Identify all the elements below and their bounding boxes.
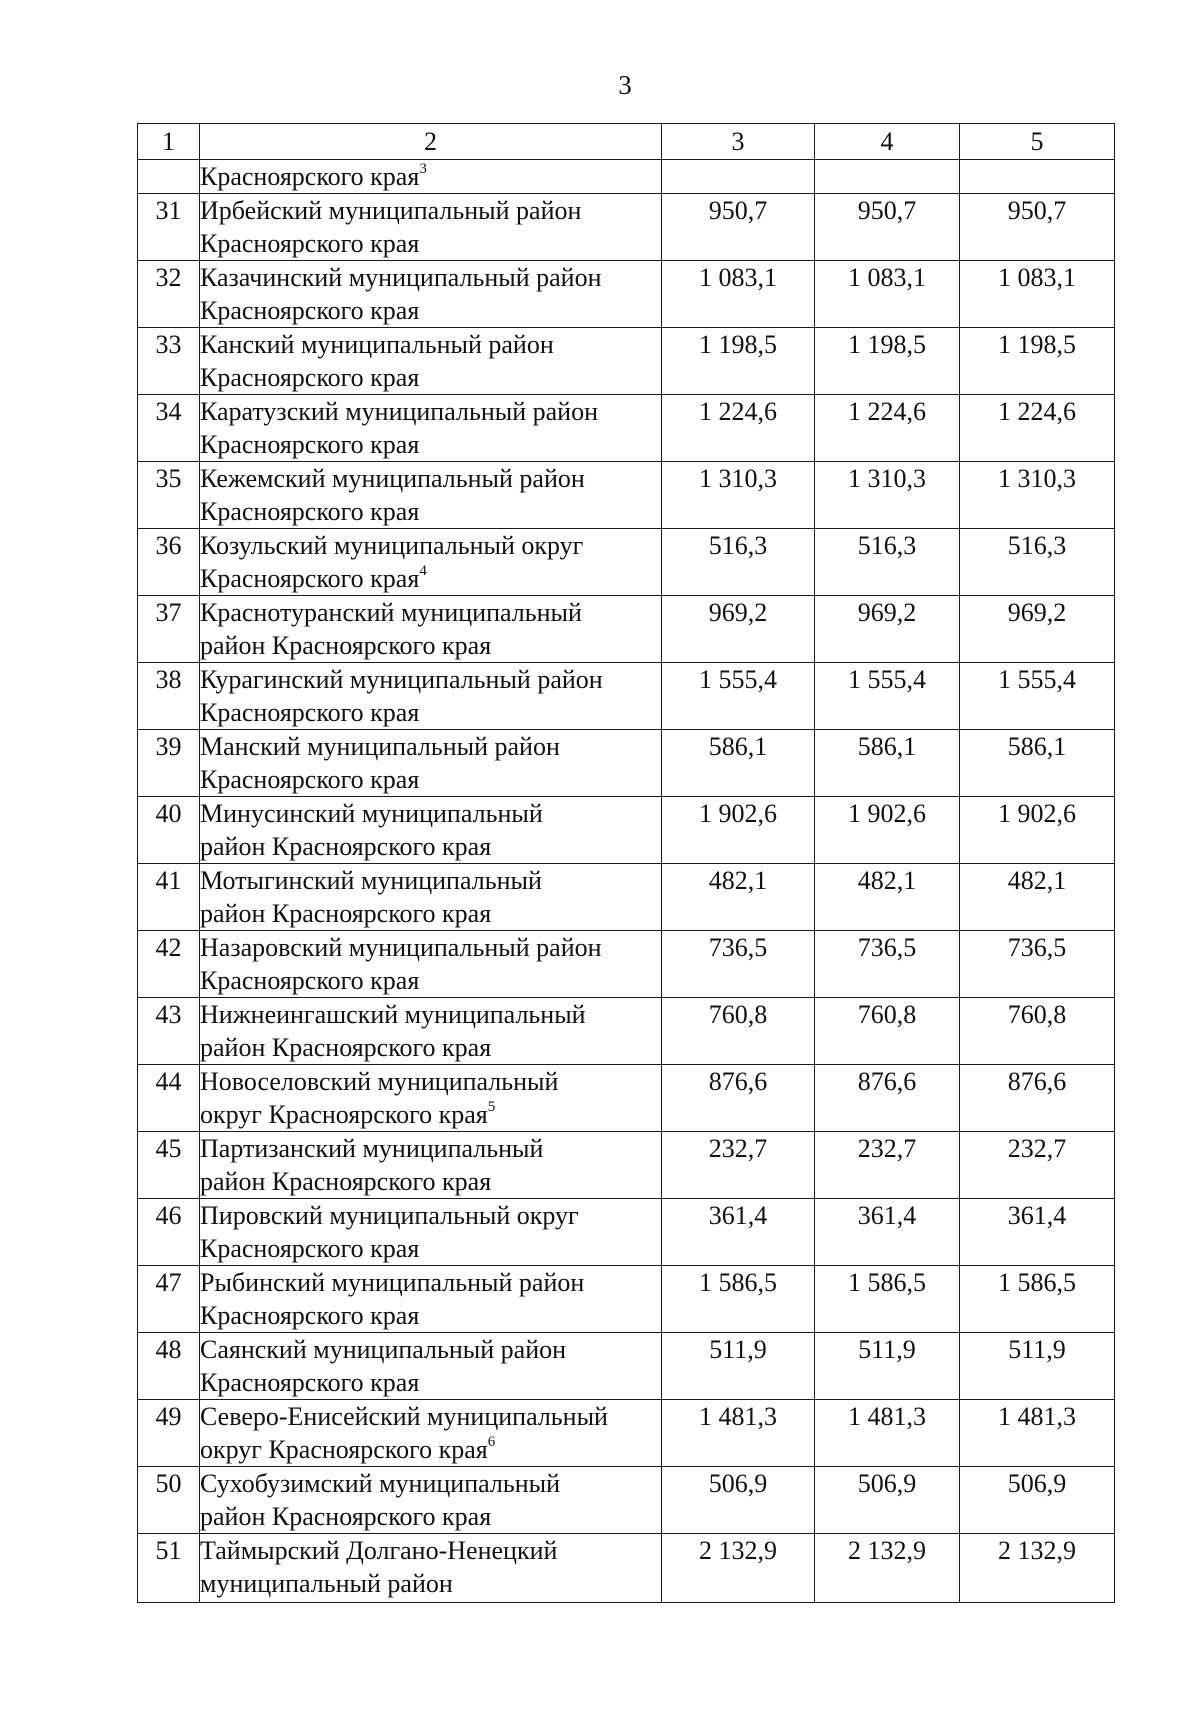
row-name-line-1: Краснотуранский муниципальный: [200, 598, 582, 627]
row-value-col5: 232,7: [960, 1132, 1115, 1199]
row-value-col4: 876,6: [815, 1065, 960, 1132]
page-number: 3: [618, 70, 632, 100]
row-value-col5: 516,3: [960, 529, 1115, 596]
row-number: 32: [138, 261, 200, 328]
row-name-line-1: Мотыгинский муниципальный: [200, 866, 542, 895]
table-row: [138, 1266, 1115, 1333]
row-number: 46: [138, 1199, 200, 1266]
header-cell-4: 4: [815, 124, 960, 160]
row-value-col5: 482,1: [960, 864, 1115, 931]
row-value-col4: 361,4: [815, 1199, 960, 1266]
row-name-line-1: Кежемский муниципальный район: [200, 464, 585, 493]
table-row: [138, 730, 1115, 797]
row-value-col5: 1 902,6: [960, 797, 1115, 864]
row-name-line-1: Саянский муниципальный район: [200, 1335, 567, 1364]
row-value-col4: 482,1: [815, 864, 960, 931]
table-row: [138, 596, 1115, 663]
row-number: 38: [138, 663, 200, 730]
footnote-mark: 3: [419, 161, 427, 177]
row-name-line-1: Казачинский муниципальный район: [200, 263, 602, 292]
row-name-cell: [200, 1400, 662, 1467]
row-value-col4: 1 310,3: [815, 462, 960, 529]
row-name-line-1: Новоселовский муниципальный: [200, 1067, 559, 1096]
row-name-line-1: Партизанский муниципальный: [200, 1134, 544, 1163]
row-name-cell: [200, 1132, 662, 1199]
row-value-col3: 876,6: [662, 1065, 815, 1132]
table-row: [138, 1467, 1115, 1534]
row-name-line-1: Курагинский муниципальный район: [200, 665, 603, 694]
table-row: [138, 1065, 1115, 1132]
row-value-col4: 516,3: [815, 529, 960, 596]
row-name-line-1: Рыбинский муниципальный район: [200, 1268, 585, 1297]
row-name-line-2: Красноярского края: [200, 229, 420, 258]
row-name-line-2: район Красноярского края: [200, 1167, 492, 1196]
row-value-col4: 1 198,5: [815, 328, 960, 395]
row-name-line-1: Каратузский муниципальный район: [200, 397, 598, 426]
row-name-line-2: Красноярского края: [200, 966, 420, 995]
row-name-line-2: Красноярского края: [200, 296, 420, 325]
data-table: [137, 123, 1115, 1603]
row-value-col4: 1 586,5: [815, 1266, 960, 1333]
row-name-line-2: Красноярского края: [200, 765, 420, 794]
row-name-line-1: Канский муниципальный район: [200, 330, 554, 359]
row-value-col3: 361,4: [662, 1199, 815, 1266]
table-row: [138, 194, 1115, 261]
row-value-col3: 1 481,3: [662, 1400, 815, 1467]
row-value-col3: 969,2: [662, 596, 815, 663]
row-value-col5: 969,2: [960, 596, 1115, 663]
row-value-col5: 586,1: [960, 730, 1115, 797]
row-value-col5: 506,9: [960, 1467, 1115, 1534]
table-row: [138, 529, 1115, 596]
row-value-col3: 950,7: [662, 194, 815, 261]
row-name-line-2: район Красноярского края: [200, 832, 492, 861]
row-name-cell: [200, 797, 662, 864]
row-number: 44: [138, 1065, 200, 1132]
row-name-cell: [200, 931, 662, 998]
row-value-col3: 511,9: [662, 1333, 815, 1400]
row-value-col3: 2 132,9: [662, 1534, 815, 1603]
table-row: [138, 1199, 1115, 1266]
footnote-mark: 5: [487, 1099, 496, 1115]
row-name-cell: [200, 1333, 662, 1400]
table-row: [138, 797, 1115, 864]
row-number: 41: [138, 864, 200, 931]
row-value-col4: 1 083,1: [815, 261, 960, 328]
row-name-line-2: Красноярского края: [200, 497, 420, 526]
row-value-col5: 1 310,3: [960, 462, 1115, 529]
row-value-col4: 760,8: [815, 998, 960, 1065]
continuation-name-cell: [200, 160, 662, 194]
row-name-line-1: Нижнеингашский муниципальный: [200, 1000, 586, 1029]
header-cell-2: 2: [200, 124, 662, 160]
row-value-col3: 1 902,6: [662, 797, 815, 864]
row-name-line-2: округ Красноярского края: [200, 1435, 488, 1464]
row-number: 37: [138, 596, 200, 663]
row-name-line-1: Назаровский муниципальный район: [200, 933, 602, 962]
table-row: [138, 931, 1115, 998]
row-name-line-1: Таймырский Долгано-Ненецкий: [200, 1536, 558, 1565]
row-name-line-2: район Красноярского края: [200, 631, 492, 660]
row-value-col4: 736,5: [815, 931, 960, 998]
continuation-val-cell: [815, 160, 960, 194]
row-value-col4: 1 224,6: [815, 395, 960, 462]
row-value-col3: 232,7: [662, 1132, 815, 1199]
table-header-row: [138, 124, 1115, 160]
row-name-line-2: Красноярского края: [200, 698, 420, 727]
row-name-cell: [200, 1467, 662, 1534]
table-row: [138, 462, 1115, 529]
row-name-cell: [200, 998, 662, 1065]
row-value-col5: 1 083,1: [960, 261, 1115, 328]
row-name-line-1: Минусинский муниципальный: [200, 799, 543, 828]
row-value-col5: 1 198,5: [960, 328, 1115, 395]
footnote-mark: 4: [419, 563, 427, 579]
row-name-line-1: Ирбейский муниципальный район: [200, 196, 582, 225]
row-value-col4: 586,1: [815, 730, 960, 797]
row-value-col3: 1 586,5: [662, 1266, 815, 1333]
row-name-line-2: муниципальный район: [200, 1569, 453, 1598]
row-value-col4: 950,7: [815, 194, 960, 261]
row-name-cell: [200, 261, 662, 328]
row-value-col3: 1 083,1: [662, 261, 815, 328]
row-value-col5: 950,7: [960, 194, 1115, 261]
row-name-cell: [200, 663, 662, 730]
row-name-line-1: Пировский муниципальный округ: [200, 1201, 579, 1230]
row-value-col5: 1 586,5: [960, 1266, 1115, 1333]
continuation-name: Красноярского края: [200, 162, 420, 191]
continuation-num-cell: [138, 160, 200, 194]
row-name-line-2: район Красноярского края: [200, 1502, 492, 1531]
row-name-line-2: Красноярского края: [200, 430, 420, 459]
row-value-col3: 1 555,4: [662, 663, 815, 730]
row-name-line-2: Красноярского края: [200, 1368, 420, 1397]
row-name-cell: [200, 1199, 662, 1266]
row-value-col4: 511,9: [815, 1333, 960, 1400]
row-value-col3: 506,9: [662, 1467, 815, 1534]
row-name-cell: [200, 864, 662, 931]
row-name-cell: [200, 1266, 662, 1333]
row-value-col3: 516,3: [662, 529, 815, 596]
row-name-line-2: округ Красноярского края: [200, 1100, 488, 1129]
table-row: [138, 663, 1115, 730]
row-name-line-1: Северо-Енисейский муниципальный: [200, 1402, 608, 1431]
row-number: 50: [138, 1467, 200, 1534]
row-value-col5: 2 132,9: [960, 1534, 1115, 1603]
header-cell-5: 5: [960, 124, 1115, 160]
row-number: 34: [138, 395, 200, 462]
row-number: 42: [138, 931, 200, 998]
row-value-col4: 1 902,6: [815, 797, 960, 864]
row-name-cell: [200, 462, 662, 529]
table-row: [138, 261, 1115, 328]
header-cell-1: 1: [138, 124, 200, 160]
row-value-col5: 361,4: [960, 1199, 1115, 1266]
row-number: 45: [138, 1132, 200, 1199]
row-number: 39: [138, 730, 200, 797]
row-value-col3: 1 310,3: [662, 462, 815, 529]
row-value-col5: 1 555,4: [960, 663, 1115, 730]
row-name-cell: [200, 1065, 662, 1132]
row-name-line-1: Сухобузимский муниципальный: [200, 1469, 561, 1498]
table-row: [138, 1400, 1115, 1467]
row-number: 49: [138, 1400, 200, 1467]
row-name-cell: [200, 529, 662, 596]
continuation-row: [138, 160, 1115, 194]
row-name-cell: [200, 1534, 662, 1603]
row-value-col5: 1 481,3: [960, 1400, 1115, 1467]
table-row: [138, 864, 1115, 931]
continuation-val-cell: [662, 160, 815, 194]
header-cell-3: 3: [662, 124, 815, 160]
row-value-col3: 760,8: [662, 998, 815, 1065]
row-value-col4: 506,9: [815, 1467, 960, 1534]
row-number: 48: [138, 1333, 200, 1400]
row-value-col3: 1 224,6: [662, 395, 815, 462]
row-number: 40: [138, 797, 200, 864]
row-value-col3: 736,5: [662, 931, 815, 998]
row-number: 35: [138, 462, 200, 529]
table-row: [138, 1534, 1115, 1603]
row-value-col4: 2 132,9: [815, 1534, 960, 1603]
row-name-line-2: Красноярского края: [200, 1301, 420, 1330]
row-value-col4: 232,7: [815, 1132, 960, 1199]
row-value-col5: 760,8: [960, 998, 1115, 1065]
row-name-line-1: Козульский муниципальный округ: [200, 531, 584, 560]
row-value-col4: 969,2: [815, 596, 960, 663]
row-number: 51: [138, 1534, 200, 1603]
row-value-col3: 1 198,5: [662, 328, 815, 395]
row-number: 36: [138, 529, 200, 596]
row-name-line-1: Манский муниципальный район: [200, 732, 560, 761]
continuation-val-cell: [960, 160, 1115, 194]
row-value-col3: 586,1: [662, 730, 815, 797]
table-row: [138, 395, 1115, 462]
row-value-col5: 876,6: [960, 1065, 1115, 1132]
row-name-cell: [200, 194, 662, 261]
table-row: [138, 1132, 1115, 1199]
row-number: 47: [138, 1266, 200, 1333]
row-name-line-2: район Красноярского края: [200, 899, 492, 928]
row-name-line-2: район Красноярского края: [200, 1033, 492, 1062]
table-row: [138, 328, 1115, 395]
table-row: [138, 1333, 1115, 1400]
row-name-cell: [200, 730, 662, 797]
row-value-col4: 1 481,3: [815, 1400, 960, 1467]
row-name-line-2: Красноярского края: [200, 564, 420, 593]
row-name-cell: [200, 596, 662, 663]
row-value-col4: 1 555,4: [815, 663, 960, 730]
row-value-col5: 1 224,6: [960, 395, 1115, 462]
row-name-line-2: Красноярского края: [200, 363, 420, 392]
row-value-col3: 482,1: [662, 864, 815, 931]
footnote-mark: 6: [487, 1434, 496, 1450]
row-number: 33: [138, 328, 200, 395]
row-name-cell: [200, 328, 662, 395]
row-name-cell: [200, 395, 662, 462]
row-name-line-2: Красноярского края: [200, 1234, 420, 1263]
row-number: 43: [138, 998, 200, 1065]
row-value-col5: 736,5: [960, 931, 1115, 998]
row-value-col5: 511,9: [960, 1333, 1115, 1400]
table-row: [138, 998, 1115, 1065]
row-number: 31: [138, 194, 200, 261]
